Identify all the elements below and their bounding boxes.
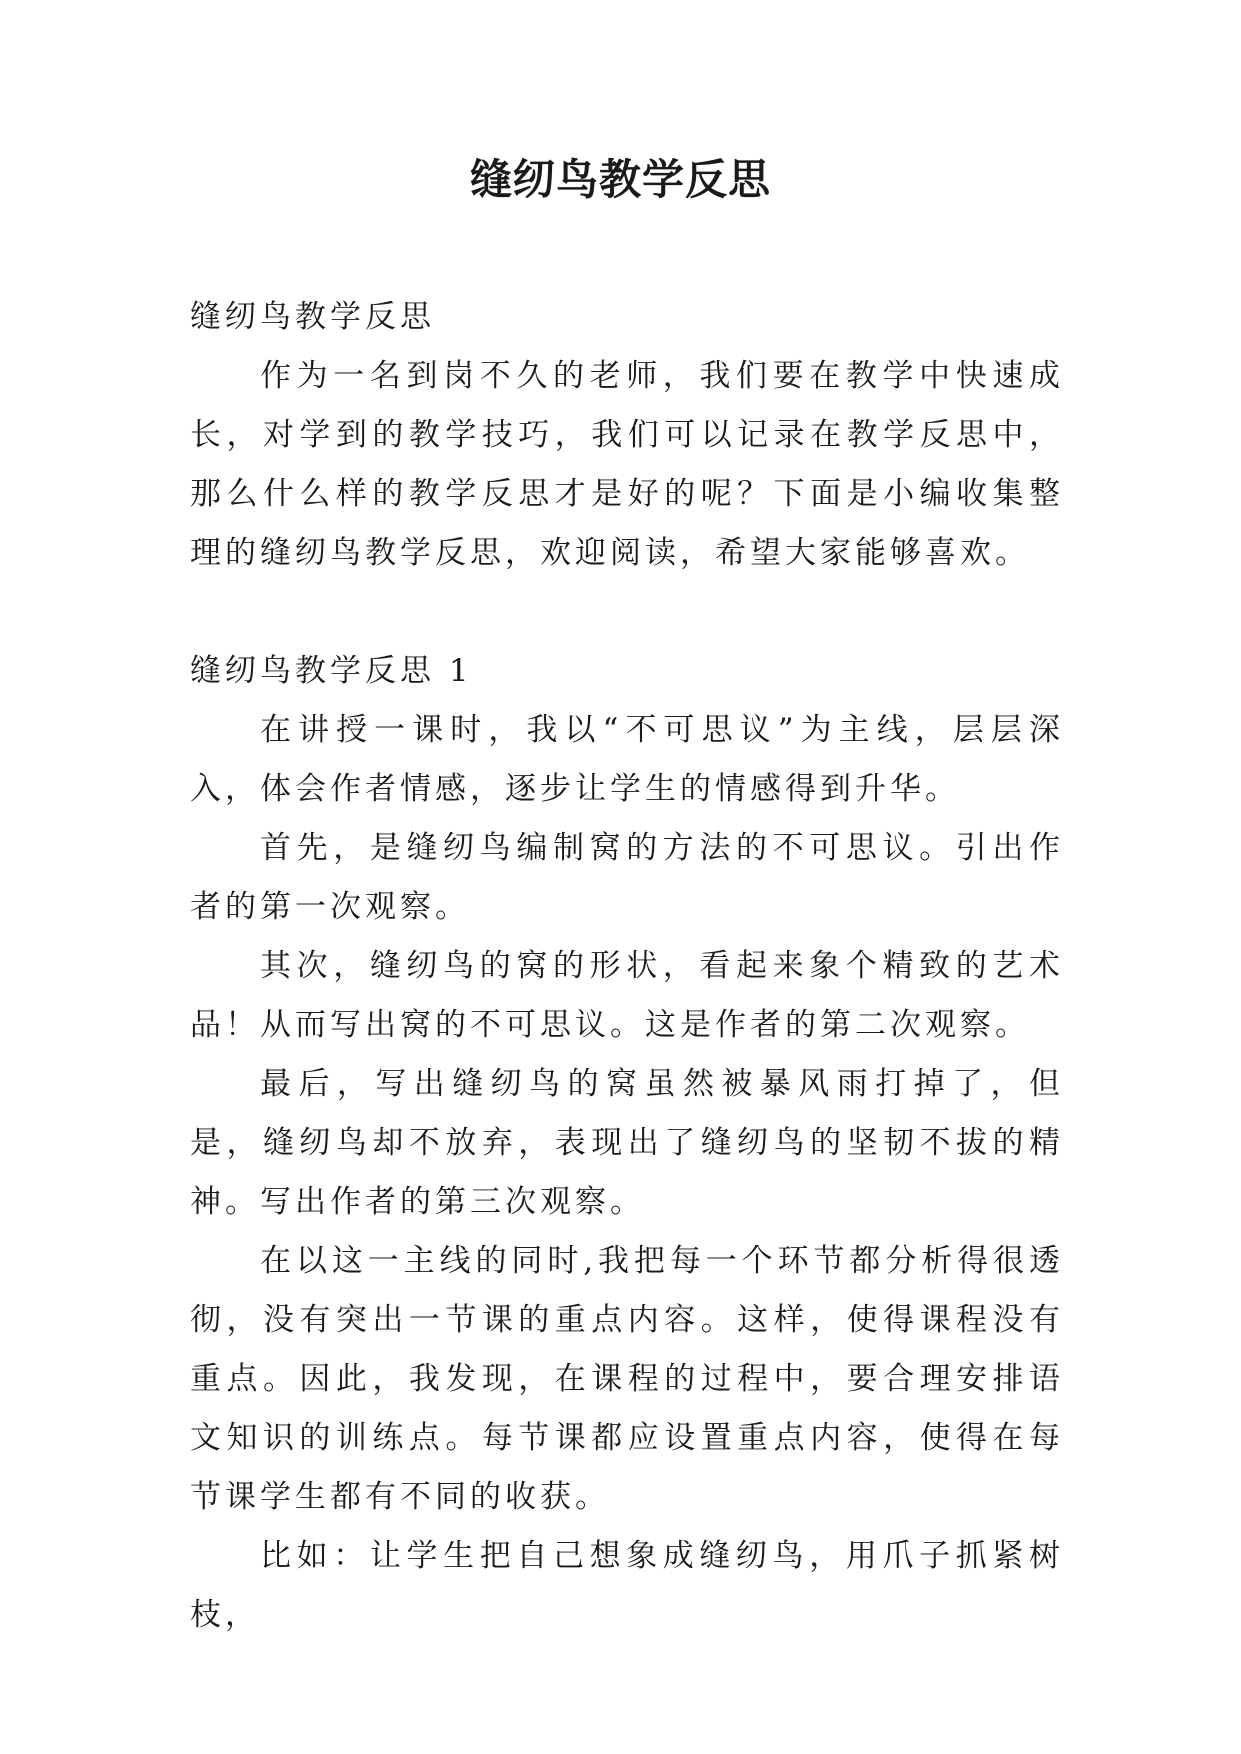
body-paragraph: 首先，是缝纫鸟编制窝的方法的不可思议。引出作者的第一次观察。 [190, 830, 1064, 925]
document-title: 缝纫鸟教学反思 [469, 155, 771, 204]
section-spacer [190, 583, 1064, 642]
section-heading: 缝纫鸟教学反思 1 [190, 653, 473, 689]
document-body [190, 288, 1064, 1645]
body-paragraph: 比如：让学生把自己想象成缝纫鸟，用爪子抓紧树枝， [190, 1538, 1064, 1633]
body-paragraph: 最后，写出缝纫鸟的窝虽然被暴风雨打掉了，但是，缝纫鸟却不放弃，表现出了缝纫鸟的坚韧不拔的精神。写出作者的第三次观察。 [190, 1066, 1064, 1220]
body-paragraph: 其次，缝纫鸟的窝的形状，看起来象个精致的艺术品！从而写出窝的不可思议。这是作者的第二次观察。 [190, 948, 1064, 1043]
body-paragraph: 在以这一主线的同时,我把每一个环节都分析得很透彻，没有突出一节课的重点内容。这样，使得课程没有重点。因此，我发现，在课程的过程中，要合理安排语文知识的训练点。每节课都应设置重点内容，使得在每节课学生都有不同的收获。 [190, 1243, 1064, 1515]
body-paragraph: 在讲授一课时，我以“不可思议”为主线，层层深入，体会作者情感，逐步让学生的情感得到升华。 [190, 712, 1064, 807]
intro-heading: 缝纫鸟教学反思 [190, 299, 435, 335]
intro-paragraph: 作为一名到岗不久的老师，我们要在教学中快速成长，对学到的教学技巧，我们可以记录在教学反思中，那么什么样的教学反思才是好的呢？下面是小编收集整理的缝纫鸟教学反思，欢迎阅读，希望大家能够喜欢。 [190, 358, 1064, 571]
